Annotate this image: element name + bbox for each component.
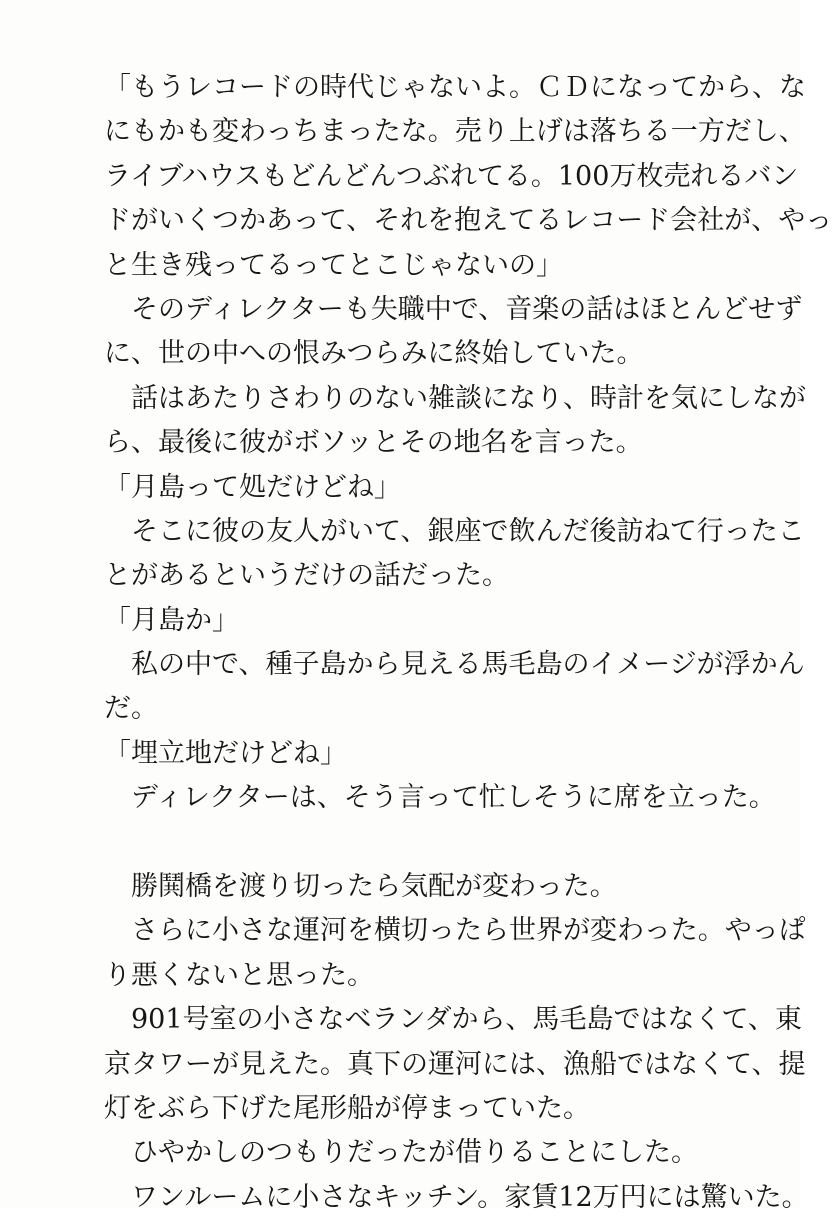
text-line: と生き残ってるってとこじゃないの」: [104, 249, 563, 281]
text-line: 灯をぶら下げた尾形船が停まっていた。: [104, 1092, 590, 1124]
text-line: 「埋立地だけどね」: [104, 737, 347, 769]
text-line: 京タワーが見えた。真下の運河には、漁船ではなくて、提: [104, 1048, 806, 1080]
text-line: り悪くないと思った。: [104, 959, 374, 991]
text-line: そのディレクターも失職中で、音楽の話はほとんどせず: [104, 293, 803, 325]
text-line: にもかも変わっちまったな。売り上げは落ちる一方だし、: [104, 116, 806, 148]
text-line: 「月島か」: [104, 604, 239, 636]
text-line: 「月島って処だけどね」: [104, 471, 401, 503]
text-line: に、世の中への恨みつらみに終始していた。: [104, 338, 644, 370]
text-line: ドがいくつかあって、それを抱えてるレコード会社が、やっ: [104, 205, 832, 237]
text-line: ひやかしのつもりだったが借りることにした。: [104, 1137, 698, 1169]
text-line: だ。: [104, 693, 158, 725]
text-line: 「もうレコードの時代じゃないよ。ＣＤになってから、な: [104, 72, 806, 103]
text-line: ワンルームに小さなキッチン。家賃12万円には驚いた。: [104, 1181, 809, 1213]
text-line: さらに小さな運河を横切ったら世界が変わった。やっぱ: [104, 915, 806, 947]
text-line: ライブハウスもどんどんつぶれてる。100万枚売れるバン: [104, 160, 799, 192]
text-line: ディレクターは、そう言って忙しそうに席を立った。: [104, 782, 776, 814]
text-line: 901号室の小さなベランダから、馬毛島ではなくて、東: [104, 1004, 802, 1036]
text-line: 話はあたりさわりのない雑談になり、時計を気にしなが: [104, 382, 806, 414]
text-line: とがあるというだけの話だった。: [104, 560, 509, 592]
body-text: [104, 66, 832, 1220]
text-line: そこに彼の友人がいて、銀座で飲んだ後訪ねて行ったこ: [104, 515, 805, 547]
blank-line: [104, 821, 704, 865]
text-line: 私の中で、種子島から見える馬毛島のイメージが浮かん: [104, 649, 805, 681]
text-line: ら、最後に彼がボソッとその地名を言った。: [104, 427, 643, 459]
text-line: 勝鬨橋を渡り切ったら気配が変わった。: [104, 871, 617, 903]
